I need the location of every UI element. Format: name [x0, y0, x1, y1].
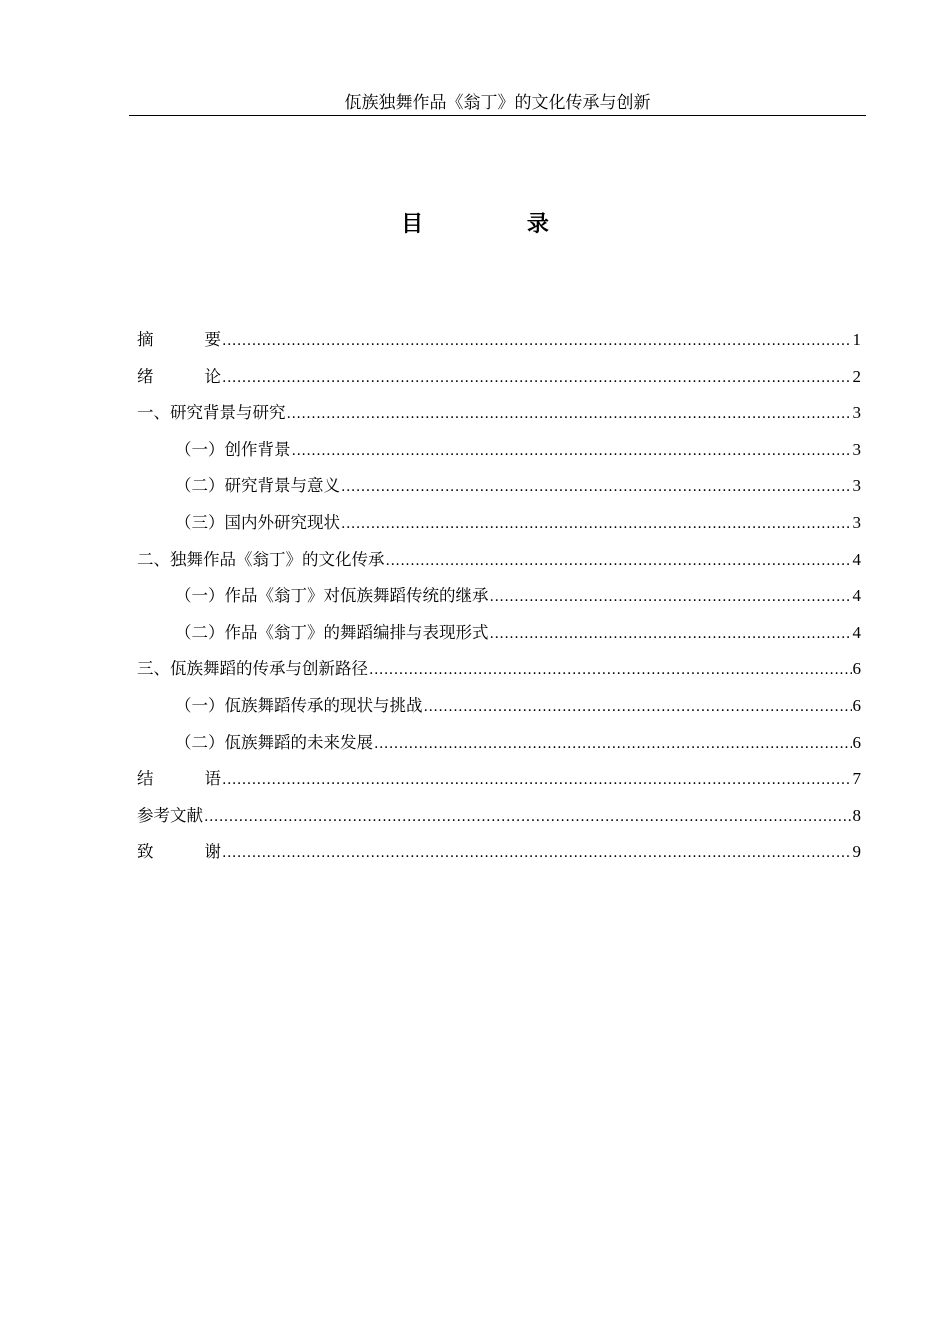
toc-entry-label: （二）佤族舞蹈的未来发展	[175, 732, 373, 752]
toc-page-number: 9	[852, 842, 861, 862]
toc-entry-label: （二）作品《翁丁》的舞蹈编排与表现形式	[175, 622, 489, 642]
toc-leader-dots	[490, 616, 852, 653]
toc-entry-label: （一）作品《翁丁》对佤族舞蹈传统的继承	[175, 586, 489, 606]
toc-entry[interactable]	[137, 578, 861, 615]
toc-leader-dots	[204, 799, 852, 836]
toc-page-number: 6	[852, 695, 861, 715]
toc-entry[interactable]	[137, 468, 861, 505]
toc-entry-label: 参考文献	[137, 805, 203, 825]
toc-entry-label: 致 谢	[137, 842, 221, 862]
toc-entry-label: （三）国内外研究现状	[175, 512, 340, 532]
toc-leader-dots	[222, 762, 852, 799]
toc-page-number: 4	[852, 622, 861, 642]
toc-entry-label: （一）佤族舞蹈传承的现状与挑战	[175, 695, 423, 715]
toc-entry-label: 一、研究背景与研究	[137, 403, 286, 423]
toc-leader-dots	[287, 396, 852, 433]
toc-leader-dots	[386, 543, 852, 580]
toc-leader-dots	[369, 652, 852, 689]
toc-entry-label: （一）创作背景	[175, 439, 291, 459]
toc-entry[interactable]	[137, 505, 861, 542]
toc-page-number: 2	[852, 366, 861, 386]
toc-entry[interactable]	[137, 615, 861, 652]
toc-leader-dots	[222, 360, 852, 397]
toc-entry[interactable]	[137, 798, 861, 835]
toc-leader-dots	[490, 579, 852, 616]
toc-page-number: 1	[852, 330, 861, 349]
toc-page-number: 3	[852, 476, 861, 496]
toc-page-number: 3	[852, 403, 861, 423]
toc-leader-dots	[424, 689, 852, 726]
toc-entry[interactable]	[137, 432, 861, 469]
toc-entry[interactable]	[137, 359, 861, 396]
toc-title: 目 录	[401, 212, 597, 237]
toc-entry[interactable]	[137, 651, 861, 688]
toc-entry-label: 摘 要	[137, 330, 221, 349]
toc-page-number: 3	[852, 512, 861, 532]
toc-entry-label: 二、独舞作品《翁丁》的文化传承	[137, 549, 385, 569]
toc-entry[interactable]	[137, 395, 861, 432]
toc-page-number: 4	[852, 586, 861, 606]
toc-leader-dots	[222, 835, 852, 872]
toc-page-number: 8	[852, 805, 861, 825]
toc-leader-dots	[341, 469, 852, 506]
toc-entry-label: 结 语	[137, 769, 221, 789]
toc-page-number: 6	[852, 732, 861, 752]
toc-page-number: 3	[852, 439, 861, 459]
toc-entry[interactable]	[137, 725, 861, 762]
toc-leader-dots	[222, 323, 852, 360]
toc-page-number: 6	[852, 659, 861, 679]
toc-page-number: 4	[852, 549, 861, 569]
toc-entry[interactable]	[137, 688, 861, 725]
toc-leader-dots	[374, 726, 852, 763]
toc-entry[interactable]	[137, 834, 861, 871]
toc-page-number: 7	[852, 769, 861, 789]
toc-entry[interactable]	[137, 322, 861, 359]
toc-leader-dots	[292, 433, 852, 470]
running-header: 佤族独舞作品《翁丁》的文化传承与创新	[129, 90, 866, 116]
toc-leader-dots	[341, 506, 852, 543]
toc-entry[interactable]	[137, 761, 861, 798]
toc-entry-label: 绪 论	[137, 366, 221, 386]
toc-entry-label: （二）研究背景与意义	[175, 476, 340, 496]
toc-entry-label: 三、佤族舞蹈的传承与创新路径	[137, 659, 368, 679]
toc-list	[137, 322, 861, 871]
toc-entry[interactable]	[137, 542, 861, 579]
